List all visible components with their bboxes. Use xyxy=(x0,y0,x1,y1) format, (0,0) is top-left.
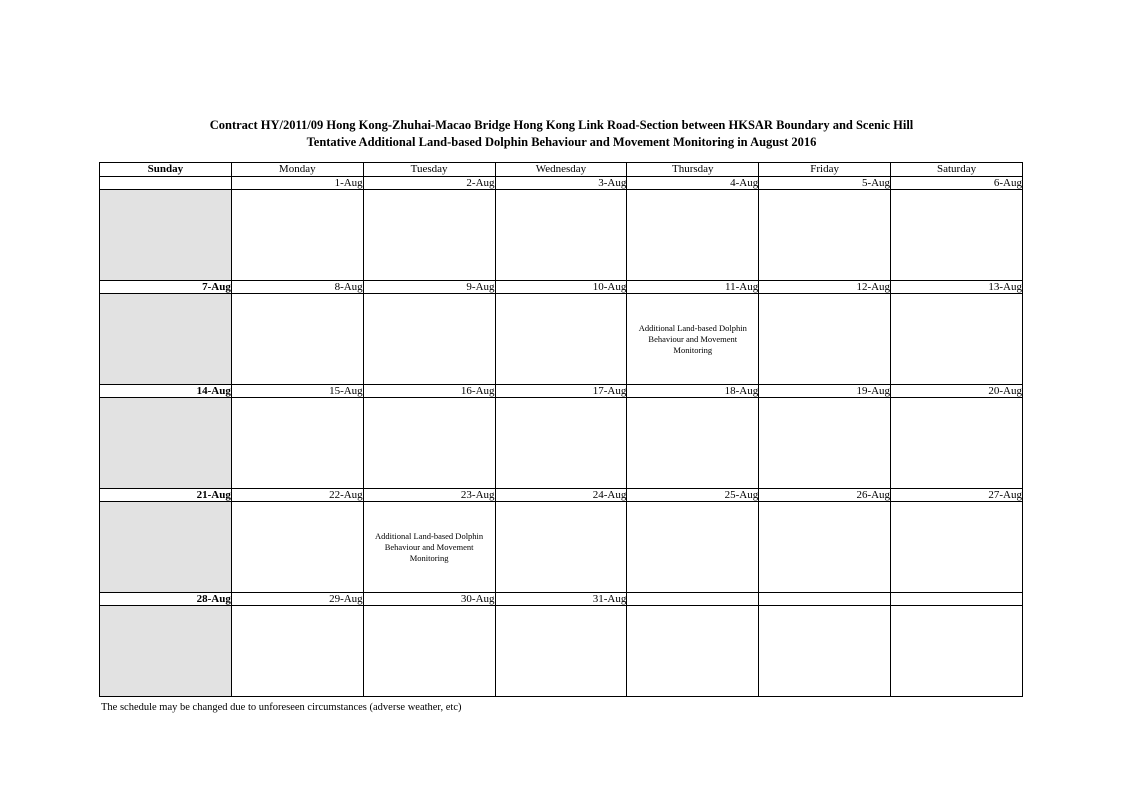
day-cell xyxy=(231,398,363,489)
day-cell xyxy=(363,606,495,697)
week-body-row xyxy=(100,606,1023,697)
date-cell: 29-Aug xyxy=(231,593,363,606)
week-date-row xyxy=(100,489,1023,502)
date-cell: 22-Aug xyxy=(231,489,363,502)
date-cell: 23-Aug xyxy=(363,489,495,502)
day-cell xyxy=(627,398,759,489)
date-cell xyxy=(759,593,891,606)
calendar-table xyxy=(99,162,1023,697)
day-cell xyxy=(891,398,1023,489)
date-cell: 18-Aug xyxy=(627,385,759,398)
weekday-header: Thursday xyxy=(627,163,759,177)
date-cell xyxy=(627,593,759,606)
date-cell: 6-Aug xyxy=(891,177,1023,190)
week-date-row xyxy=(100,593,1023,606)
week-body-row xyxy=(100,502,1023,593)
day-cell xyxy=(627,502,759,593)
day-cell xyxy=(495,398,627,489)
date-cell: 13-Aug xyxy=(891,281,1023,294)
week-body-row xyxy=(100,190,1023,281)
day-cell xyxy=(891,606,1023,697)
day-cell xyxy=(363,502,495,593)
date-cell: 5-Aug xyxy=(759,177,891,190)
weekday-header: Friday xyxy=(759,163,891,177)
week-date-row xyxy=(100,281,1023,294)
date-cell: 31-Aug xyxy=(495,593,627,606)
date-cell: 26-Aug xyxy=(759,489,891,502)
day-cell xyxy=(759,190,891,281)
date-cell: 27-Aug xyxy=(891,489,1023,502)
date-cell: 9-Aug xyxy=(363,281,495,294)
day-cell xyxy=(759,294,891,385)
day-cell xyxy=(363,294,495,385)
day-cell xyxy=(759,502,891,593)
day-cell xyxy=(495,502,627,593)
week-body-row xyxy=(100,294,1023,385)
date-cell: 14-Aug xyxy=(100,385,232,398)
date-cell: 28-Aug xyxy=(100,593,232,606)
date-cell: 7-Aug xyxy=(100,281,232,294)
date-cell: 24-Aug xyxy=(495,489,627,502)
day-cell xyxy=(759,606,891,697)
day-cell xyxy=(891,190,1023,281)
day-cell xyxy=(100,398,232,489)
day-cell xyxy=(891,502,1023,593)
day-cell xyxy=(495,190,627,281)
date-cell: 21-Aug xyxy=(100,489,232,502)
day-cell xyxy=(627,606,759,697)
day-cell xyxy=(759,398,891,489)
document-subtitle: Tentative Additional Land-based Dolphin Behaviour and Movement Monitoring in August 2016 xyxy=(306,135,817,149)
week-date-row xyxy=(100,177,1023,190)
date-cell: 19-Aug xyxy=(759,385,891,398)
weekday-header-row xyxy=(100,163,1023,177)
day-cell xyxy=(363,190,495,281)
weekday-header: Monday xyxy=(231,163,363,177)
week-date-row xyxy=(100,385,1023,398)
date-cell: 12-Aug xyxy=(759,281,891,294)
date-cell: 11-Aug xyxy=(627,281,759,294)
document-title: Contract HY/2011/09 Hong Kong-Zhuhai-Macao Bridge Hong Kong Link Road-Section between HKSAR Boundary and Scenic Hill xyxy=(209,118,914,132)
monitoring-event: Additional Land-based Dolphin Behaviour and Movement Monitoring xyxy=(375,530,484,563)
monitoring-event: Additional Land-based Dolphin Behaviour and Movement Monitoring xyxy=(638,322,747,355)
day-cell xyxy=(100,294,232,385)
day-cell xyxy=(100,606,232,697)
day-cell xyxy=(627,294,759,385)
day-cell xyxy=(891,294,1023,385)
date-cell: 3-Aug xyxy=(495,177,627,190)
weekday-header: Saturday xyxy=(891,163,1023,177)
day-cell xyxy=(100,502,232,593)
date-cell: 20-Aug xyxy=(891,385,1023,398)
day-cell xyxy=(363,398,495,489)
day-cell xyxy=(231,190,363,281)
date-cell: 17-Aug xyxy=(495,385,627,398)
schedule-footnote: The schedule may be changed due to unforeseen circumstances (adverse weather, etc) xyxy=(101,702,462,713)
day-cell xyxy=(231,502,363,593)
date-cell: 16-Aug xyxy=(363,385,495,398)
date-cell: 8-Aug xyxy=(231,281,363,294)
weekday-header: Wednesday xyxy=(495,163,627,177)
date-cell xyxy=(100,177,232,190)
date-cell: 10-Aug xyxy=(495,281,627,294)
date-cell: 15-Aug xyxy=(231,385,363,398)
week-body-row xyxy=(100,398,1023,489)
day-cell xyxy=(100,190,232,281)
date-cell: 2-Aug xyxy=(363,177,495,190)
day-cell xyxy=(495,294,627,385)
weekday-header: Sunday xyxy=(100,163,232,177)
date-cell xyxy=(891,593,1023,606)
date-cell: 1-Aug xyxy=(231,177,363,190)
date-cell: 30-Aug xyxy=(363,593,495,606)
weekday-header: Tuesday xyxy=(363,163,495,177)
day-cell xyxy=(627,190,759,281)
day-cell xyxy=(231,606,363,697)
day-cell xyxy=(495,606,627,697)
day-cell xyxy=(231,294,363,385)
date-cell: 25-Aug xyxy=(627,489,759,502)
date-cell: 4-Aug xyxy=(627,177,759,190)
